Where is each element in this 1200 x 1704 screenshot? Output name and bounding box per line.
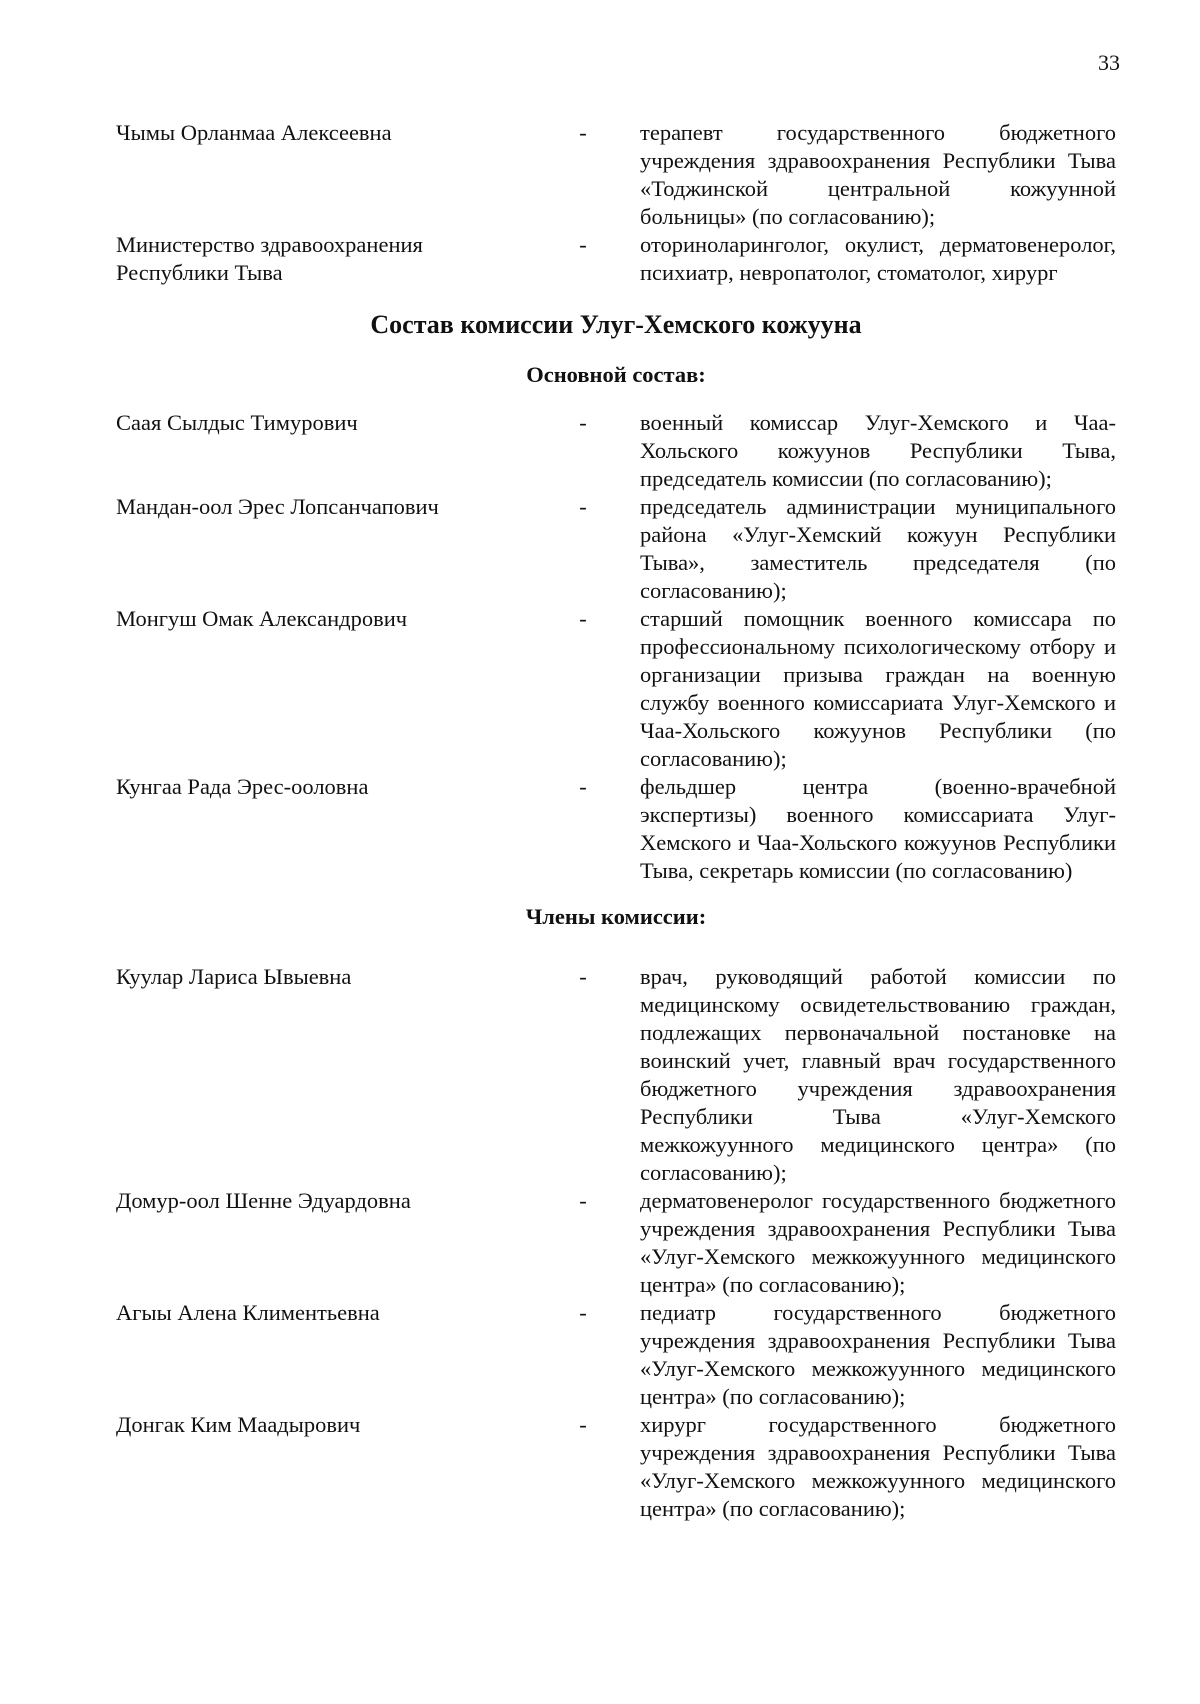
entry-row: [116, 963, 1116, 1187]
entry-description: хирург государственного бюджетного учреждения здравоохранения Республики Тыва «Улуг-Хемского межкожуунного медицинского центра» (по согласованию);: [640, 1412, 1116, 1521]
entry-name: Чымы Орланмаа Алексеевна: [116, 120, 392, 145]
entry-dash: -: [579, 1188, 587, 1213]
entry-dash: -: [579, 1412, 587, 1437]
entry-name: Кунгаа Рада Эрес-ооловна: [116, 774, 369, 799]
entry-row: [116, 409, 1116, 493]
entry-description: оториноларинголог, окулист, дерматовенеролог, психиатр, невропатолог, стоматолог, хирург: [640, 232, 1116, 285]
members-section-entries: [116, 963, 1116, 1523]
entry-description: старший помощник военного комиссара по профессиональному психологическому отбору и организации призыва граждан на военную службу военного комиссариата Улуг-Хемского и Чаа-Хольского кожуунов Республики (по согласованию);: [640, 606, 1116, 771]
entry-name: Донгак Ким Маадырович: [116, 1412, 361, 1437]
entry-description: председатель администрации муниципального района «Улуг-Хемский кожуун Республики Тыва», заместитель председателя (по согласованию);: [640, 494, 1116, 603]
entry-row: [116, 1411, 1116, 1523]
main-section-title: Основной состав:: [526, 362, 706, 387]
page-number: 33: [1098, 50, 1120, 75]
entry-dash: -: [579, 606, 587, 631]
entry-row: [116, 605, 1116, 773]
entry-row: [116, 119, 1116, 231]
entry-description: военный комиссар Улуг-Хемского и Чаа-Хольского кожуунов Республики Тыва, председатель комиссии (по согласованию);: [640, 410, 1116, 491]
entry-description: дерматовенеролог государственного бюджетного учреждения здравоохранения Республики Тыва «Улуг-Хемского межкожуунного медицинского центра» (по согласованию);: [640, 1188, 1116, 1297]
entry-name: Агыы Алена Климентьевна: [116, 1300, 380, 1325]
entry-description: педиатр государственного бюджетного учреждения здравоохранения Республики Тыва «Улуг-Хемского межкожуунного медицинского центра» (по согласованию);: [640, 1300, 1116, 1409]
main-section-entries: [116, 409, 1116, 885]
top-entries: [116, 119, 1116, 287]
document-content: [116, 119, 1116, 1523]
entry-row: [116, 493, 1116, 605]
entry-row: [116, 1299, 1116, 1411]
entry-row: [116, 773, 1116, 885]
entry-description: фельдшер центра (военно-врачебной экспертизы) военного комиссариата Улуг-Хемского и Чаа-Хольского кожуунов Республики Тыва, секретарь комиссии (по согласованию): [640, 774, 1116, 883]
entry-name: Министерство здравоохранения Республики Тыва: [116, 232, 423, 285]
entry-dash: -: [579, 494, 587, 519]
entry-name: Саая Сылдыс Тимурович: [116, 410, 358, 435]
entry-dash: -: [579, 232, 587, 257]
members-section-title: Члены комиссии:: [525, 904, 707, 929]
entry-dash: -: [579, 1300, 587, 1325]
entry-name: Мандан-оол Эрес Лопсанчапович: [116, 494, 439, 519]
entry-dash: -: [579, 410, 587, 435]
entry-description: терапевт государственного бюджетного учреждения здравоохранения Республики Тыва «Тоджинской центральной кожуунной больницы» (по согласованию);: [640, 120, 1116, 229]
entry-row: [116, 231, 1116, 287]
entry-description: врач, руководящий работой комиссии по медицинскому освидетельствованию граждан, подлежащих первоначальной постановке на воинский учет, главный врач государственного бюджетного учреждения здравоохранения Республики Тыва «Улуг-Хемского межкожуунного медицинского центра» (по согласованию);: [640, 964, 1116, 1185]
entry-name: Домур-оол Шенне Эдуардовна: [116, 1188, 411, 1213]
entry-dash: -: [579, 964, 587, 989]
commission-heading: Состав комиссии Улуг-Хемского кожууна: [370, 310, 862, 339]
entry-row: [116, 1187, 1116, 1299]
entry-dash: -: [579, 774, 587, 799]
entry-name: Куулар Лариса Ывыевна: [116, 964, 352, 989]
entry-name: Монгуш Омак Александрович: [116, 606, 408, 631]
entry-dash: -: [579, 120, 587, 145]
